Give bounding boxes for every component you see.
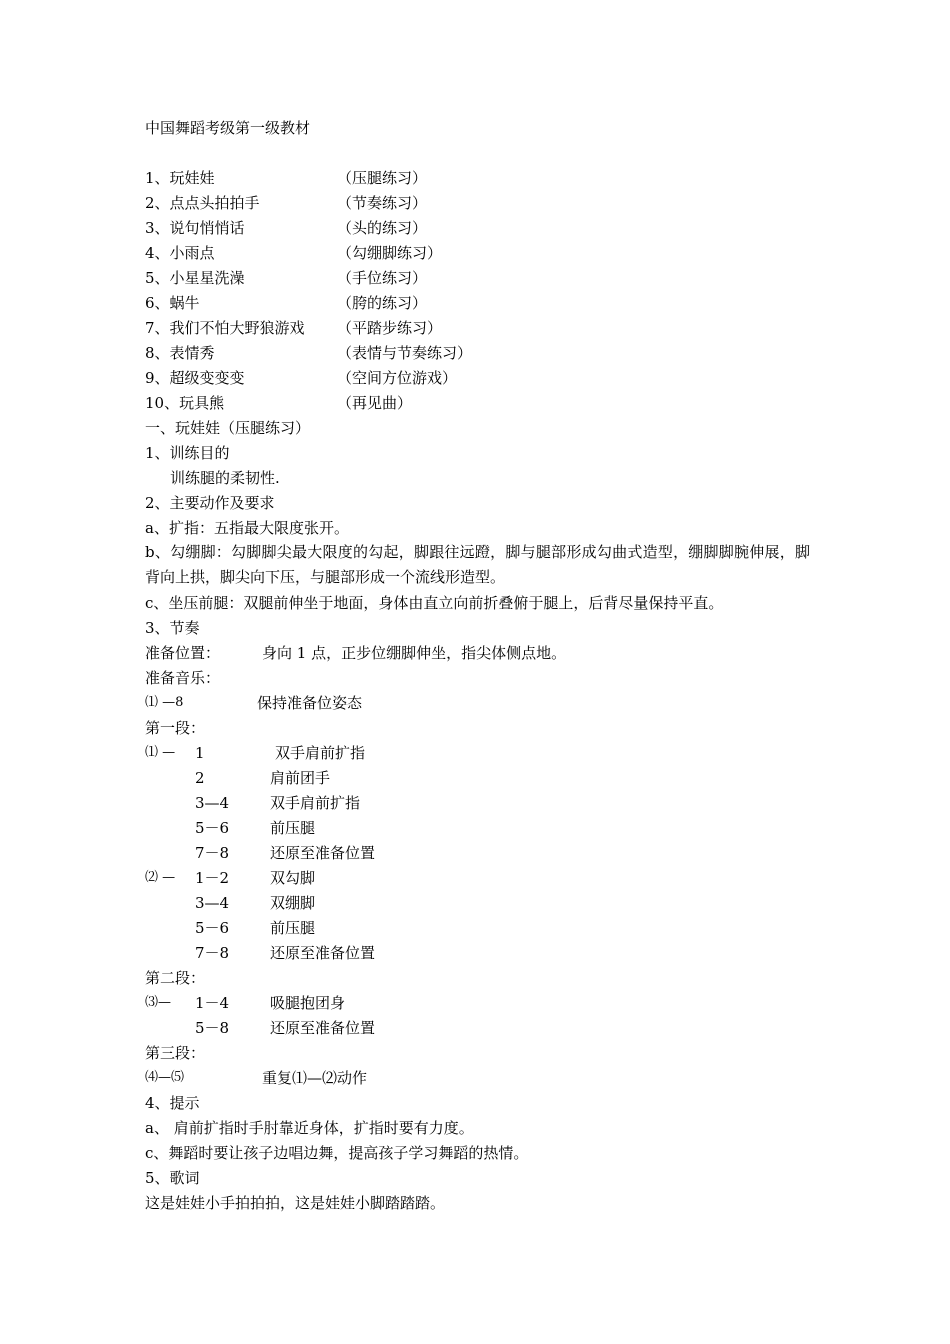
count-prefix: ⑶—: [145, 995, 172, 1010]
toc-item-desc: （空间方位游戏）: [337, 369, 458, 387]
count-action: 双勾脚: [270, 869, 316, 887]
count-action: 前压腿: [270, 819, 316, 837]
count: 1－4: [195, 994, 230, 1012]
count: 5－6: [195, 919, 230, 937]
toc-item-desc: （平踏步练习）: [337, 319, 443, 337]
prep-music-count: ⑴ —8: [145, 695, 184, 710]
count: 5－6: [195, 819, 230, 837]
toc-item: 8、表情秀: [145, 344, 215, 362]
goal-heading: 1、训练目的: [145, 444, 230, 462]
toc-item-desc: （头的练习）: [337, 219, 428, 237]
part3-action: 重复⑴—⑵动作: [262, 1069, 368, 1087]
count-action: 双手肩前扩指: [275, 744, 366, 762]
tips-heading: 4、提示: [145, 1094, 200, 1112]
count: 1－2: [195, 869, 230, 887]
part2-label: 第二段：: [145, 969, 206, 987]
toc-item-desc: （胯的练习）: [337, 294, 428, 312]
count-action: 吸腿抱团身: [270, 994, 346, 1012]
count-action: 双手肩前扩指: [270, 794, 361, 812]
tip-c: c、舞蹈时要让孩子边唱边舞，提高孩子学习舞蹈的热情。: [145, 1144, 529, 1162]
toc-item: 7、我们不怕大野狼游戏: [145, 319, 305, 337]
toc-item: 4、小雨点: [145, 244, 215, 262]
toc-item: 9、超级变变变: [145, 369, 245, 387]
toc-item-desc: （节奏练习）: [337, 194, 428, 212]
prep-music-action: 保持准备位姿态: [257, 694, 363, 712]
toc-item-desc: （再见曲）: [337, 394, 413, 412]
toc-item-desc: （手位练习）: [337, 269, 428, 287]
count-prefix: ⑴ —: [145, 745, 176, 760]
lyrics-text: 这是娃娃小手拍拍拍，这是娃娃小脚踏踏踏。: [145, 1194, 446, 1212]
count-action: 还原至准备位置: [270, 944, 376, 962]
action-a: a、扩指：五指最大限度张开。: [145, 519, 349, 537]
prep-music-label: 准备音乐：: [145, 669, 221, 687]
prep-position-label: 准备位置：: [145, 644, 221, 662]
toc-item: 6、蜗牛: [145, 294, 200, 312]
lyrics-heading: 5、歌词: [145, 1169, 200, 1187]
action-c: c、坐压前腿：双腿前伸坐于地面，身体由直立向前折叠俯于腿上，后背尽量保持平直。: [145, 594, 724, 612]
count-action: 双绷脚: [270, 894, 316, 912]
part3-count: ⑷—⑸: [145, 1070, 185, 1085]
count-prefix: ⑵ —: [145, 870, 176, 885]
part3-label: 第三段：: [145, 1044, 206, 1062]
count: 5－8: [195, 1019, 230, 1037]
count-action: 还原至准备位置: [270, 844, 376, 862]
toc-item: 5、小星星洗澡: [145, 269, 245, 287]
toc-item-desc: （勾绷脚练习）: [337, 244, 443, 262]
count: 3—4: [195, 794, 230, 812]
toc-item-desc: （压腿练习）: [337, 169, 428, 187]
count: 7－8: [195, 944, 230, 962]
part1-label: 第一段：: [145, 719, 206, 737]
action-b: b、勾绷脚：勾脚脚尖最大限度的勾起，脚跟往远蹬，脚与腿部形成勾曲式造型，绷脚脚腕伸展，脚背向上拱，脚尖向下压，与腿部形成一个流线形造型。: [145, 543, 810, 586]
tip-a: a、 肩前扩指时手肘靠近身体，扩指时要有力度。: [145, 1119, 474, 1137]
toc-item: 2、点点头拍拍手: [145, 194, 260, 212]
count-action: 还原至准备位置: [270, 1019, 376, 1037]
document-title: 中国舞蹈考级第一级教材: [145, 119, 311, 137]
rhythm-heading: 3、节奏: [145, 619, 200, 637]
count-action: 肩前团手: [270, 769, 331, 787]
count: 1: [195, 744, 205, 762]
toc-item: 3、说句悄悄话: [145, 219, 245, 237]
toc-item-desc: （表情与节奏练习）: [337, 344, 473, 362]
count: 3—4: [195, 894, 230, 912]
toc-item: 1、玩娃娃: [145, 169, 215, 187]
count: 2: [195, 769, 205, 787]
count-action: 前压腿: [270, 919, 316, 937]
prep-position-text: 身向 1 点，正步位绷脚伸坐，指尖体侧点地。: [262, 644, 567, 662]
section-heading: 一、玩娃娃（压腿练习）: [145, 419, 311, 437]
goal-text: 训练腿的柔韧性.: [170, 469, 280, 487]
toc-item: 10、玩具熊: [145, 394, 225, 412]
count: 7－8: [195, 844, 230, 862]
actions-heading: 2、主要动作及要求: [145, 494, 275, 512]
